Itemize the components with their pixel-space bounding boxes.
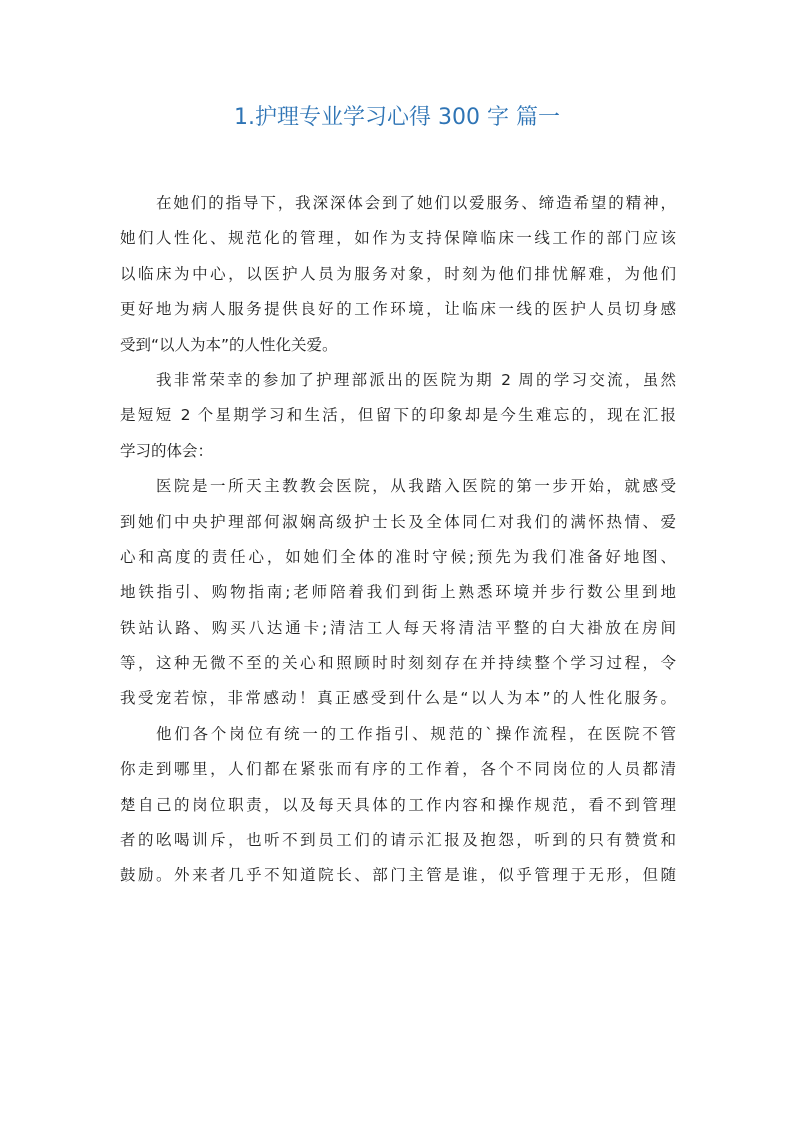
text-line: 以临床为中心，以医护人员为服务对象，时刻为他们排忧解难，为他们 bbox=[120, 264, 676, 283]
text-line: 等，这种无微不至的关心和照顾时时刻刻存在并持续整个学习过程，令 bbox=[120, 654, 676, 673]
document-title: 1.护理专业学习心得 300 字 篇一 bbox=[234, 105, 560, 130]
paragraph bbox=[120, 186, 676, 363]
text-line: 到她们中央护理部何淑娴高级护士长及全体同仁对我们的满怀热情、爱 bbox=[120, 512, 676, 531]
text-line: 是短短 2 个星期学习和生活，但留下的印象却是今生难忘的，现在汇报 bbox=[120, 406, 676, 425]
text-line: 楚自己的岗位职责，以及每天具体的工作内容和操作规范，看不到管理 bbox=[120, 795, 676, 814]
text-line: 地铁指引、购物指南;老师陪着我们到街上熟悉环境并步行数公里到地 bbox=[120, 583, 676, 602]
paragraph bbox=[120, 363, 676, 469]
text-line: 你走到哪里，人们都在紧张而有序的工作着，各个不同岗位的人员都清 bbox=[120, 760, 676, 779]
text-line: 医院是一所天主教教会医院，从我踏入医院的第一步开始，就感受 bbox=[156, 477, 676, 496]
text-line: 他们各个岗位有统一的工作指引、规范的`操作流程，在医院不管 bbox=[156, 724, 676, 743]
text-line: 心和高度的责任心，如她们全体的准时守候;预先为我们准备好地图、 bbox=[120, 547, 676, 566]
text-line: 受到“以人为本”的人性化关爱。 bbox=[120, 335, 338, 354]
paragraph bbox=[120, 469, 676, 717]
text-line: 铁站认路、购买八达通卡;清洁工人每天将清洁平整的白大褂放在房间 bbox=[120, 618, 676, 637]
paragraph bbox=[120, 717, 676, 894]
document-body bbox=[120, 186, 676, 894]
text-line: 更好地为病人服务提供良好的工作环境，让临床一线的医护人员切身感 bbox=[120, 300, 676, 319]
text-line: 学习的体会： bbox=[120, 441, 214, 460]
text-line: 我非常荣幸的参加了护理部派出的医院为期 2 周的学习交流，虽然 bbox=[156, 370, 676, 389]
text-line: 者的吆喝训斥，也听不到员工们的请示汇报及抱怨，听到的只有赞赏和 bbox=[120, 831, 676, 850]
text-line: 在她们的指导下，我深深体会到了她们以爱服务、缔造希望的精神， bbox=[156, 194, 676, 212]
text-line: 她们人性化、规范化的管理，如作为支持保障临床一线工作的部门应该 bbox=[120, 229, 676, 248]
text-line: 我受宠若惊，非常感动！真正感受到什么是“以人为本”的人性化服务。 bbox=[120, 689, 676, 708]
text-line: 鼓励。外来者几乎不知道院长、部门主管是谁，似乎管理于无形，但随 bbox=[120, 866, 676, 885]
